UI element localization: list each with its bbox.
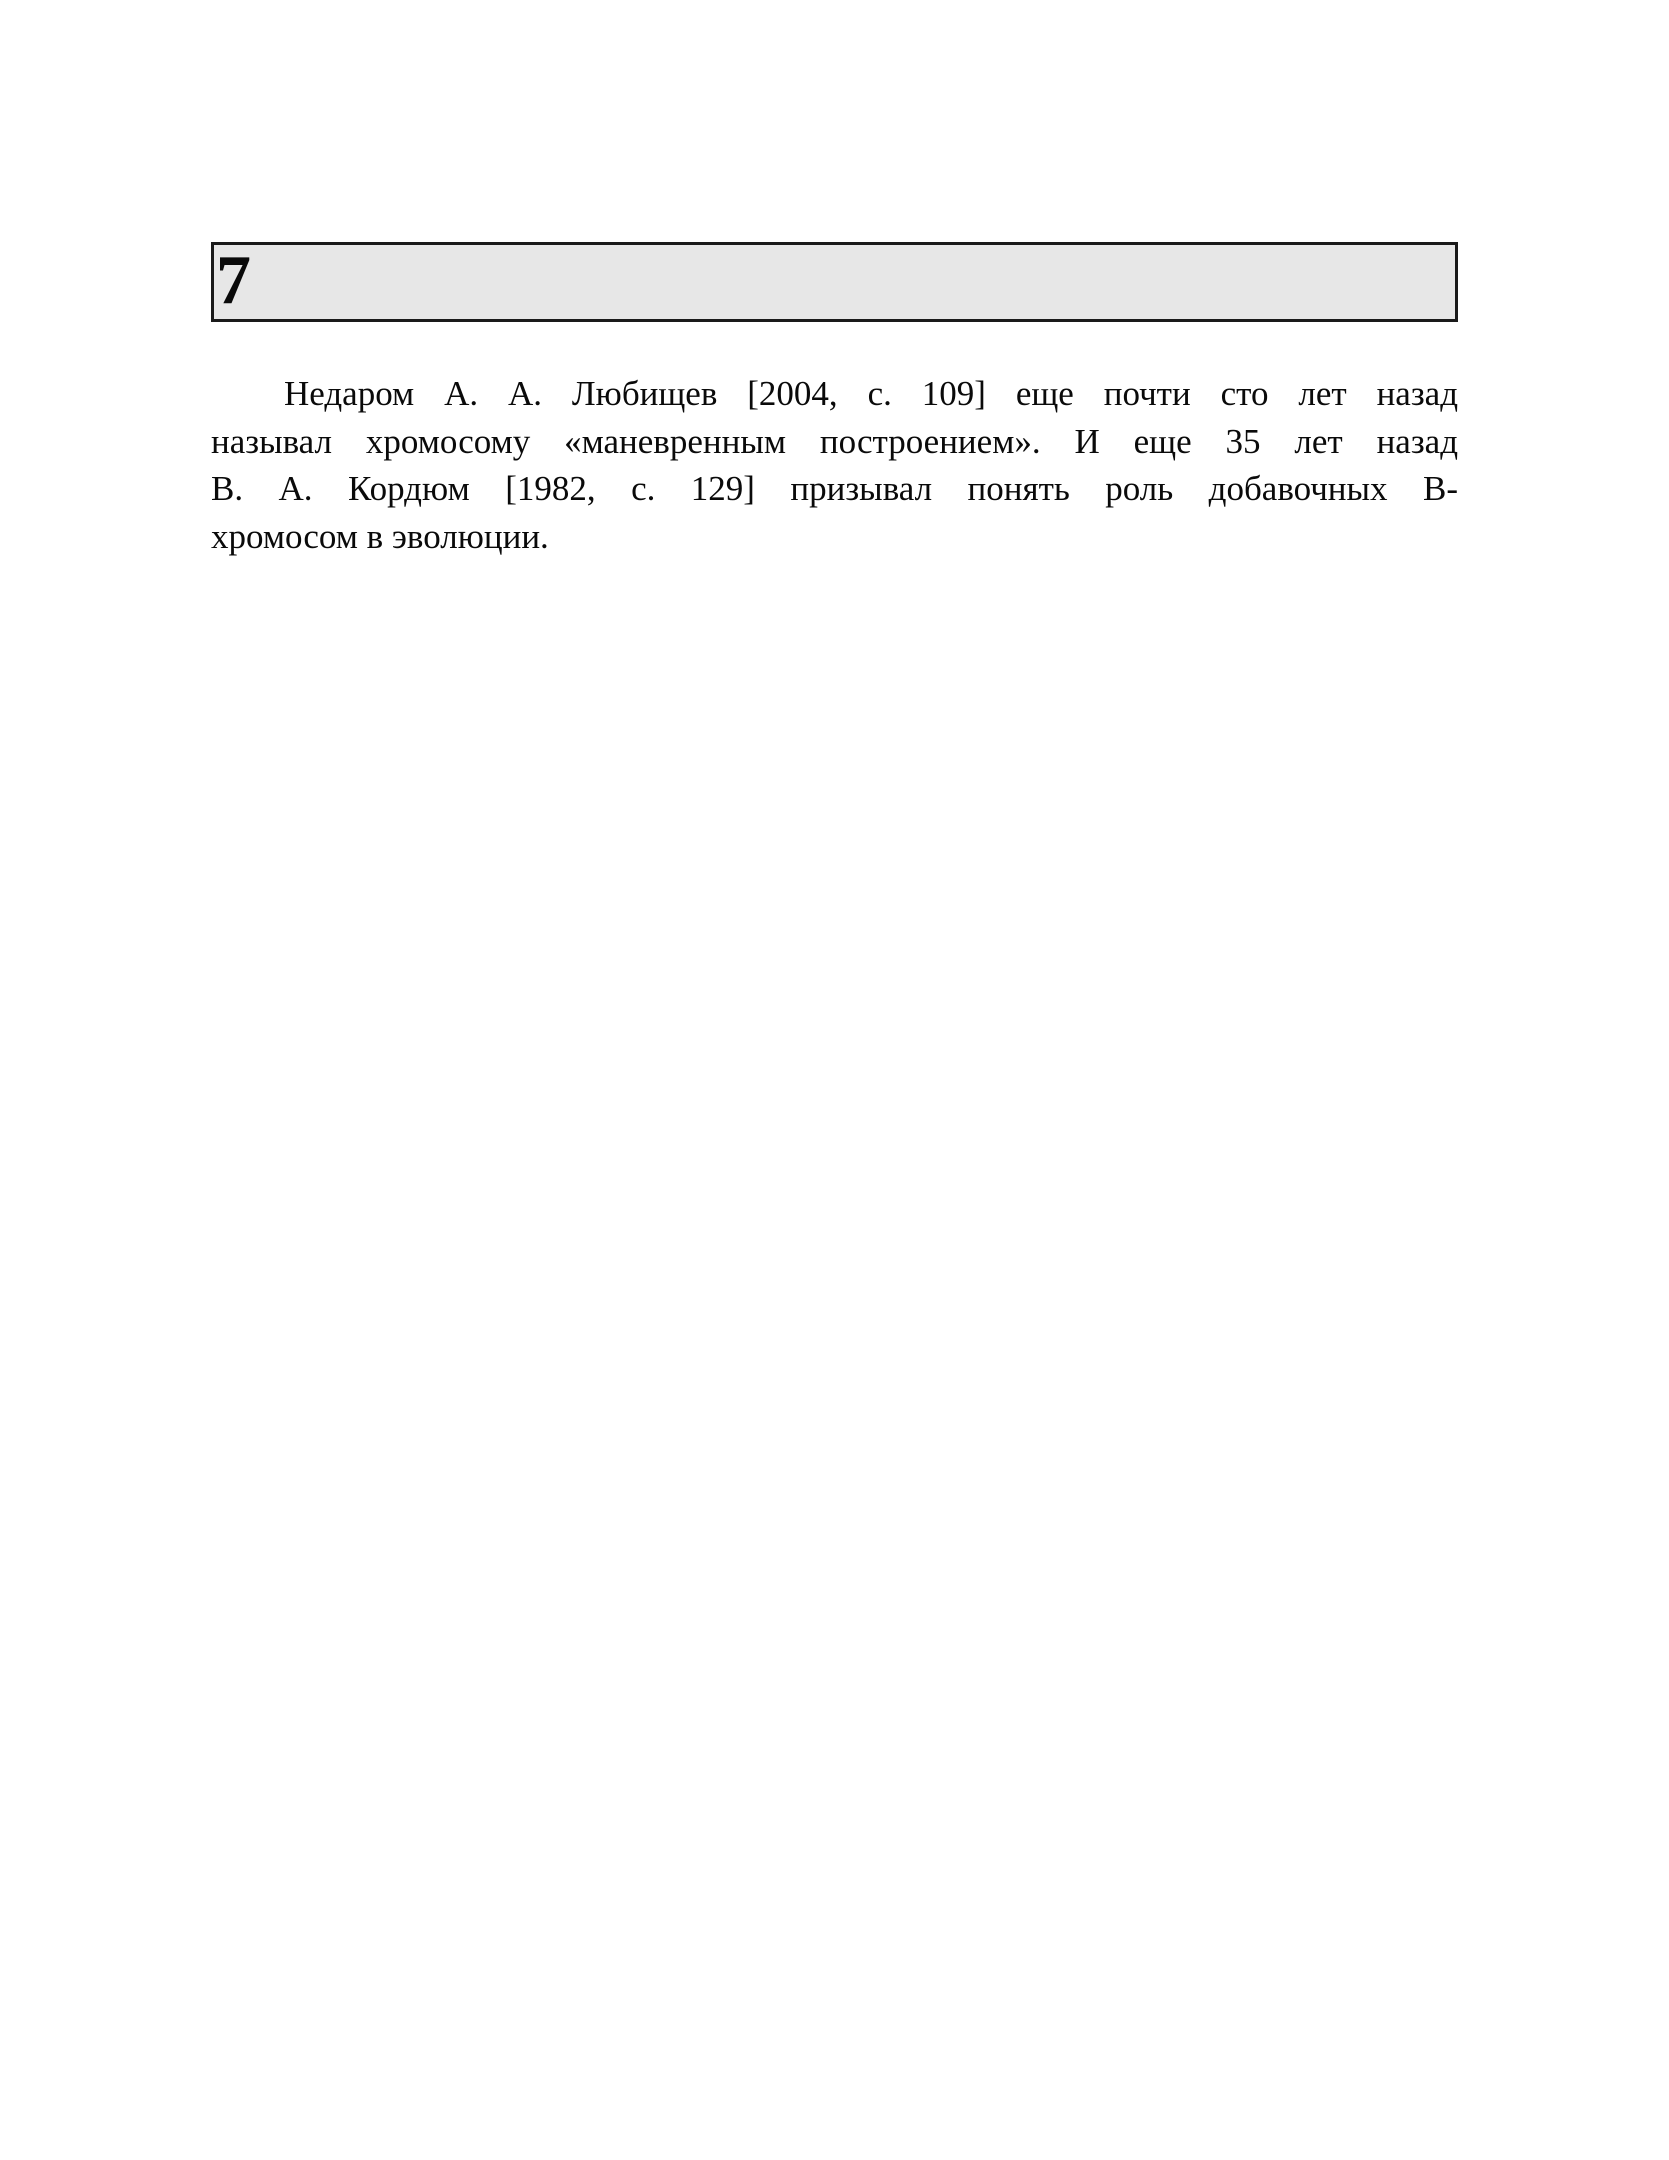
paragraph-line: называл хромосому «маневренным построением». И еще 35 лет назад [211, 421, 1458, 461]
paragraph-line: хромосом в эволюции. [211, 516, 549, 556]
body-paragraph [211, 370, 1458, 560]
paragraph-line: В. А. Кордюм [1982, с. 129] призывал понять роль добавочных В- [211, 469, 1458, 508]
paragraph-line: Недаром А. А. Любищев [2004, с. 109] еще почти сто лет назад [284, 374, 1458, 413]
chapter-number: 7 [216, 242, 251, 319]
chapter-header-bar [211, 242, 1458, 322]
